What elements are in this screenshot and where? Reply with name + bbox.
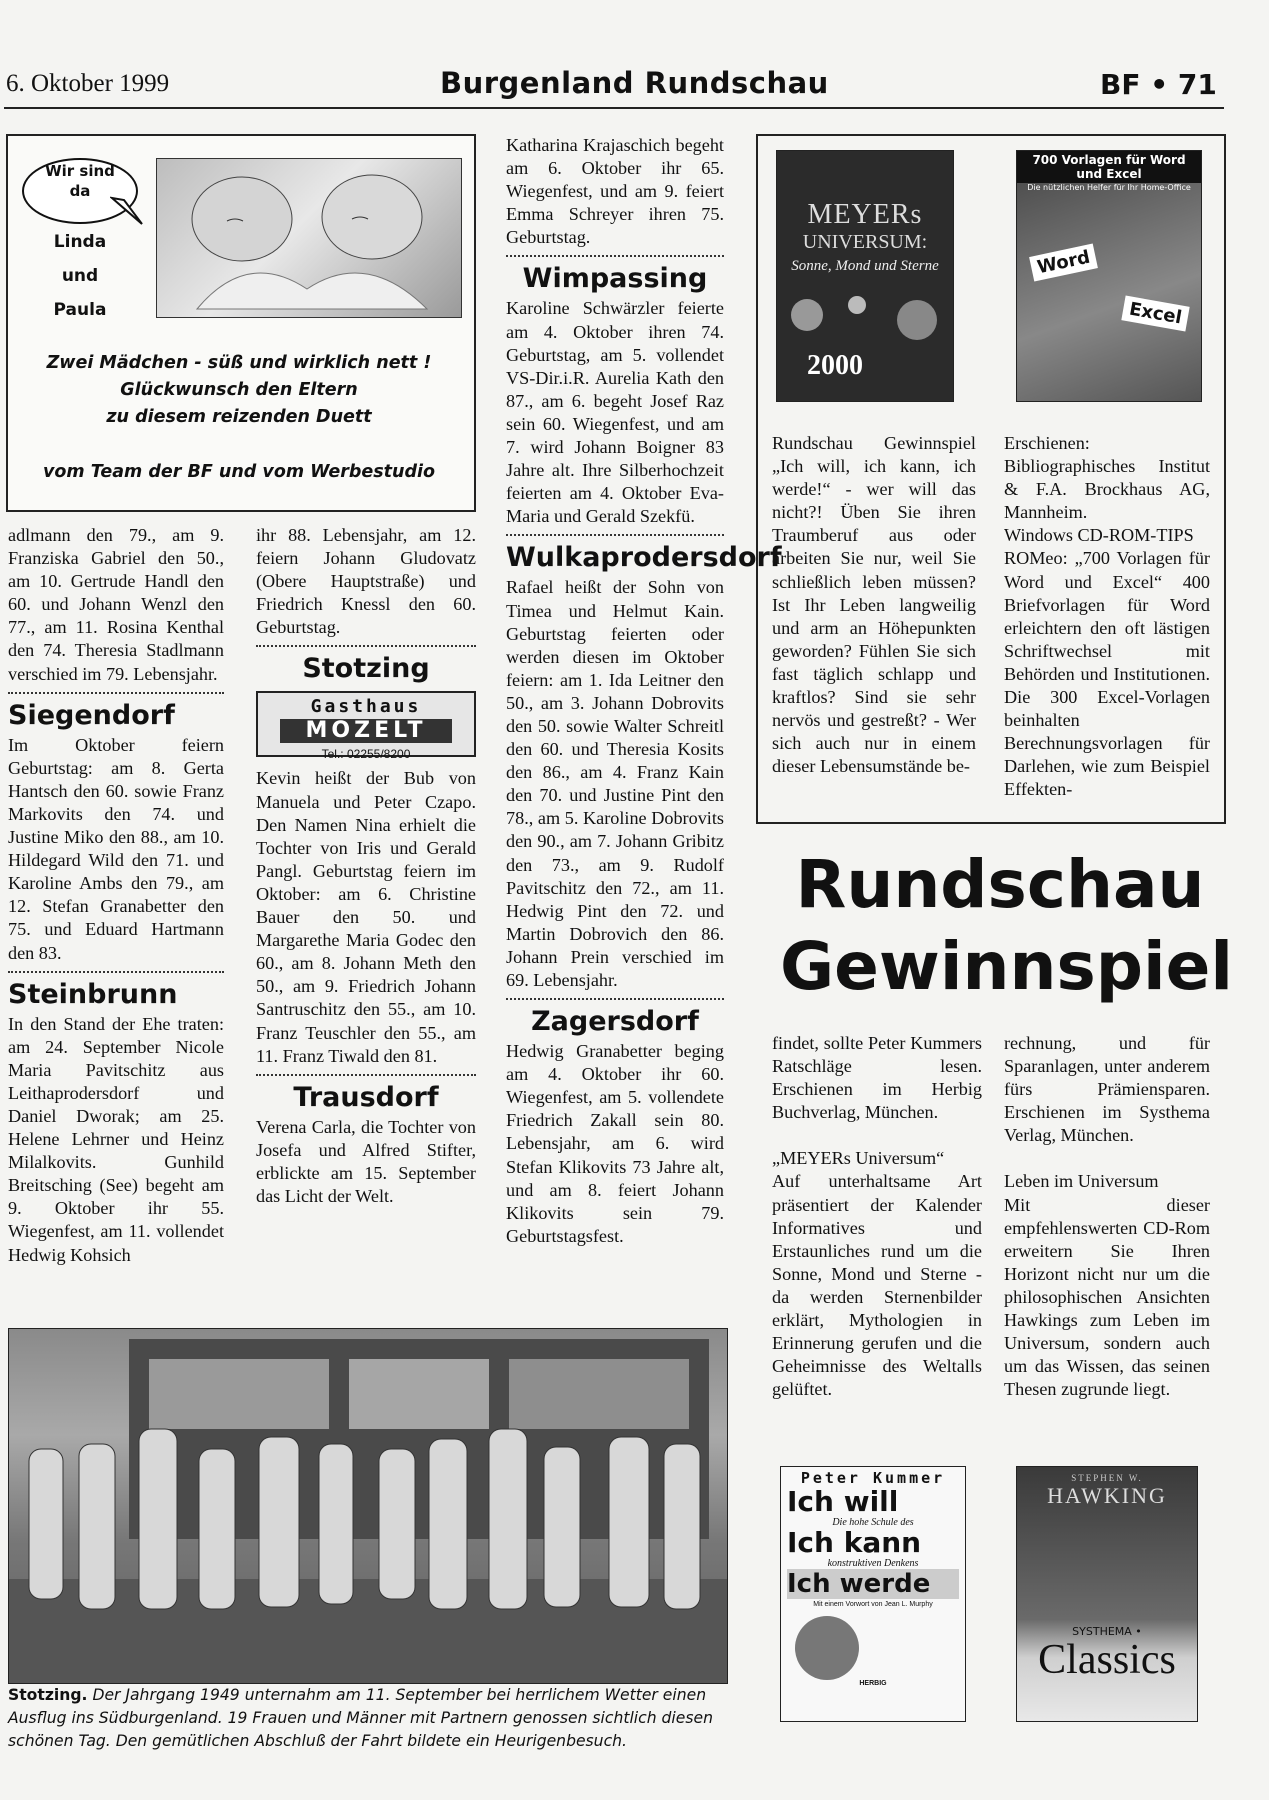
name-2: Paula (53, 300, 107, 320)
col3-paragraph: Katharina Krajaschich begeht am 6. Oktober ihr 65. Wiegenfest, und am 9. feiert Emma Schreyer ihren 75. Geburtstag. (506, 135, 724, 248)
photo-caption (8, 1684, 726, 1753)
kummer-book-cover (780, 1466, 966, 1722)
column-2 (256, 524, 476, 1208)
header-rule (4, 107, 1224, 109)
ad-message (8, 350, 470, 431)
meyers-heading: „MEYERs Universum“ (772, 1148, 945, 1169)
gasthaus-label: Gasthaus (310, 696, 422, 718)
systhema-label: SYSTHEMA • (1072, 1625, 1142, 1638)
caption-text: Der Jahrgang 1949 unternahm am 11. September bei herrlichem Wetter einen Ausflug ins Südburgenland. 19 Frauen und Männer mit Partnern genossen sichtlich diesen schönen Tag. Den gemütlichen Abschluß der Fahrt bildete ein Heurigenbesuch. (8, 1686, 713, 1750)
kummer-line-3: Ich kann (787, 1526, 922, 1559)
ad-line-1: Zwei Mädchen - süß und wirklich nett ! (46, 353, 432, 373)
name-and: und (61, 266, 99, 286)
issue-date: 6. Oktober 1999 (6, 70, 170, 97)
gewinnspiel-intro: Rundschau Gewinnspiel „Ich will, ich kann, ich werde!“ - wer will das nicht?! Üben Sie ihren Traumberuf aus oder arbeiten Sie nur, weil Sie schließlich leben müssen? Ist Ihr Leben langweilig und arm an Höhepunkten geworden? Fühlen Sie sich fast täglich schlapp und kraftlos? Sind sie sehr nervös und gestreßt? - Wer sich auch nur in einem dieser Lebensumstände be- (772, 433, 976, 777)
heading-zagersdorf: Zagersdorf (531, 1006, 699, 1038)
divider (506, 998, 724, 1000)
page-number: BF • 71 (1100, 68, 1217, 101)
heading-stotzing: Stotzing (302, 653, 430, 685)
trausdorf-text: Verena Carla, die Tochter von Josefa und Alfred Stifter, erblickte am 15. September das Licht der Welt. (256, 1116, 476, 1206)
kummer-line-2: Die hohe Schule des (832, 1517, 914, 1528)
bubble-text: Wir sind da (45, 162, 115, 200)
babies-illustration (157, 159, 461, 317)
stotzing-text: Kevin heißt der Bub von Manuela und Peter Czapo. Den Namen Nina erhielt die Tochter von Iris und Gerald Pangl. Geburtstag feiern im Oktober: am 6. Christine Bauer den 50. und Margarethe Maria Godec den 60., am 8. Johann Meth den 50., am 9. Friedrich Johann Santruschitz den 55., am 10. Franz Teuschler den 55., am 11. Franz Tiwald den 81. (256, 768, 476, 1066)
babies-photo (156, 158, 462, 318)
divider (506, 255, 724, 257)
headline-line-2: Gewinnspiel (780, 928, 1234, 1005)
hawking-description: Mit dieser empfehlenswerten CD-Rom erweitern Sie Ihren Horizont nicht nur um die philosophischen Ansichten Hawkings zum Leben im Universum, sondern auch um das Wissen, das seinen Thesen zugrunde liegt. (1004, 1194, 1210, 1400)
hawking-book-cover (1016, 1466, 1198, 1722)
word-label: Word (1029, 243, 1098, 281)
gasthaus-phone: Tel.: 02255/8200 (321, 746, 411, 761)
col1-paragraph: adlmann den 79., am 9. Franziska Gabriel den 50., am 10. Gertrude Handl den 60. und Johann Wenzl den 77., am 11. Rosina Kenthal den 74. Theresia Stadlmann verschied im 79. Lebensjahr. (8, 525, 224, 684)
vorlagen-subtitle: Die nützlichen Helfer für Ihr Home-Office (1027, 183, 1191, 192)
divider (256, 1074, 476, 1076)
gasthaus-name: MOZELT (280, 719, 452, 743)
gewinnspiel-col-a1 (772, 432, 976, 778)
vorlagen-continued: rechnung, und für Sparanlagen, unter anderem fürs Prämiensparen. Erschienen im Systhema Verlag, München. (1004, 1033, 1210, 1146)
wulkaprodersdorf-text: Rafael heißt der Sohn von Timea und Helmut Kain. Geburtstag feierten oder werden diesen im Oktober feiern: am 1. Ida Leitner den 50., am 3. Johann Dobrovits den 50. sowie Walter Schreitl den 60. und Theresia Kosits den 86., am 4. Franz Kain den 70. und Justine Pint den 78., am 5. Karoline Dobrovits den 90., am 7. Johann Gribitz den 73., am 9. Rudolf Pavitschitz den 72., am 11. Hedwig Pint den 72. und Martin Dobrovich den 86. Johann Prein verschied im 69. Lebensjahr. (506, 577, 724, 990)
heading-siegendorf: Siegendorf (8, 699, 175, 731)
col2-paragraph: ihr 88. Lebensjahr, am 12. feiern Johann Gludovatz (Obere Hauptstraße) und Friedrich Knessl den 60. Geburtstag. (256, 525, 476, 638)
heading-steinbrunn: Steinbrunn (8, 978, 178, 1010)
cd-rom-tips: Windows CD-ROM-TIPS (1004, 525, 1194, 546)
divider (506, 534, 724, 536)
vorlagen-cover (1016, 150, 1202, 402)
meyers-year: 2000 (807, 350, 863, 381)
newspaper-title: Burgenland Rundschau (440, 66, 829, 100)
kummer-foreword: Mit einem Vorwort von Jean L. Murphy (813, 1601, 933, 1608)
zagersdorf-text: Hedwig Granabetter beging am 4. Oktober ihr 60. Wiegenfest, am 5. vollendete Friedrich Zakall sein 80. Lebensjahr, am 6. wird Stefan Klikovits 73 Jahre alt, und am 8. feiert Johann Klikovits sein 79. Geburtstagsfest. (506, 1041, 724, 1246)
meyers-tagline: Sonne, Mond und Sterne (791, 258, 939, 274)
kummer-line-5: Ich werde (787, 1569, 959, 1599)
kummer-publisher: HERBIG (859, 1680, 887, 1687)
meyers-title: MEYERs (807, 199, 923, 230)
steinbrunn-text: In den Stand der Ehe traten: am 24. September Nicole Maria Pavitschitz aus Leithaprodersdorf und Daniel Dworak; am 25. Helene Lehrner und Heinz Milalkovits. Gunhild Breitsching (See) begeht am 9. Oktober ihr 55. Wiegenfest, am 11. vollendet Hedwig Kohsich (8, 1013, 224, 1265)
hawking-heading: Leben im Universum (1004, 1171, 1159, 1192)
vorlagen-description: ROMeo: „700 Vorlagen für Word und Excel“ 400 Briefvorlagen für Word erleichtern den oft lästigen Schriftwechsel mit Behörden und Institutionen. Die 300 Excel-Vorlagen beinhalten Berechnungsvorlagen für Darlehen, wie zum Beispiel Effekten- (1004, 548, 1210, 800)
kummer-line-4: konstruktiven Denkens (827, 1558, 919, 1569)
planets-illustration (777, 275, 953, 345)
meyers-publisher: Erschienen: Bibliographisches Institut & F.A. Brockhaus AG, Mannheim. (1004, 433, 1210, 523)
kummer-author: Peter Kummer (800, 1469, 946, 1487)
ad-line-2: Glückwunsch den Eltern (120, 380, 358, 400)
baby-names (40, 225, 120, 327)
meyers-universum-cover (776, 150, 954, 402)
ad-line-3: zu diesem reizenden Duett (106, 407, 372, 427)
hawking-author: STEPHEN W. (1071, 1473, 1143, 1483)
ad-signature: vom Team der BF und vom Werbestudio (42, 462, 436, 482)
excel-label: Excel (1121, 296, 1189, 332)
vorlagen-title: 700 Vorlagen für Word und Excel (1017, 151, 1201, 183)
meyers-description: Auf unterhaltsame Art präsentiert der Kalender Informatives und Erstaunliches rund um die Sonne, Mond und Sterne - da werden Sternenbilder erklärt, Mythologien in Erinnerung gerufen und die Geheimnisse des Weltalls gelüftet. (772, 1171, 982, 1400)
heading-wimpassing: Wimpassing (522, 263, 708, 295)
group-photo-illustration (9, 1329, 727, 1683)
heading-trausdorf: Trausdorf (293, 1081, 439, 1113)
wimpassing-text: Karoline Schwärzler feierte am 4. Oktober ihren 74. Geburtstag, am 5. vollendet VS-Dir.i.R. Aurelia Kath den 87., am 6. begeht Josef Raz sein 60. Wiegenfest, und am 7. wird Johann Boigner 83 Jahre alt. Ihre Silberhochzeit feierten am 4. Oktober Eva-Maria und Gerald Szekfü. (506, 298, 724, 527)
kummer-note: findet, sollte Peter Kummers Ratschläge lesen. Erschienen im Herbig Buchverlag, München. (772, 1033, 982, 1123)
column-3 (506, 134, 782, 1248)
kummer-badge (795, 1616, 859, 1680)
hawking-title: HAWKING (1047, 1483, 1167, 1508)
group-photo (8, 1328, 728, 1684)
divider (256, 645, 476, 647)
divider (8, 971, 224, 973)
kummer-line-1: Ich will (787, 1485, 899, 1518)
siegendorf-text: Im Oktober feiern Geburtstag: am 8. Gerta Hantsch den 60. sowie Franz Markovits den 74. und Justine Miko den 88., am 10. Hildegard Wild den 71. und Karoline Ambs den 79., am 12. Stefan Granabetter den 75. und Eduard Hartmann den 83. (8, 734, 224, 963)
headline-line-1: Rundschau (795, 846, 1205, 923)
divider (8, 692, 224, 694)
gasthaus-mozelt-ad (256, 691, 476, 761)
heading-wulkaprodersdorf: Wulkaprodersdorf (506, 542, 782, 574)
column-1 (8, 524, 224, 1267)
gewinnspiel-headline (780, 844, 1234, 1008)
gewinnspiel-col-a2 (772, 1032, 982, 1401)
classics-label: Classics (1038, 1637, 1176, 1683)
caption-lead: Stotzing. (8, 1686, 88, 1704)
gewinnspiel-col-b1 (1004, 432, 1210, 802)
meyers-subtitle: UNIVERSUM: (802, 231, 928, 253)
name-1: Linda (53, 232, 107, 252)
gewinnspiel-col-b2 (1004, 1032, 1210, 1401)
